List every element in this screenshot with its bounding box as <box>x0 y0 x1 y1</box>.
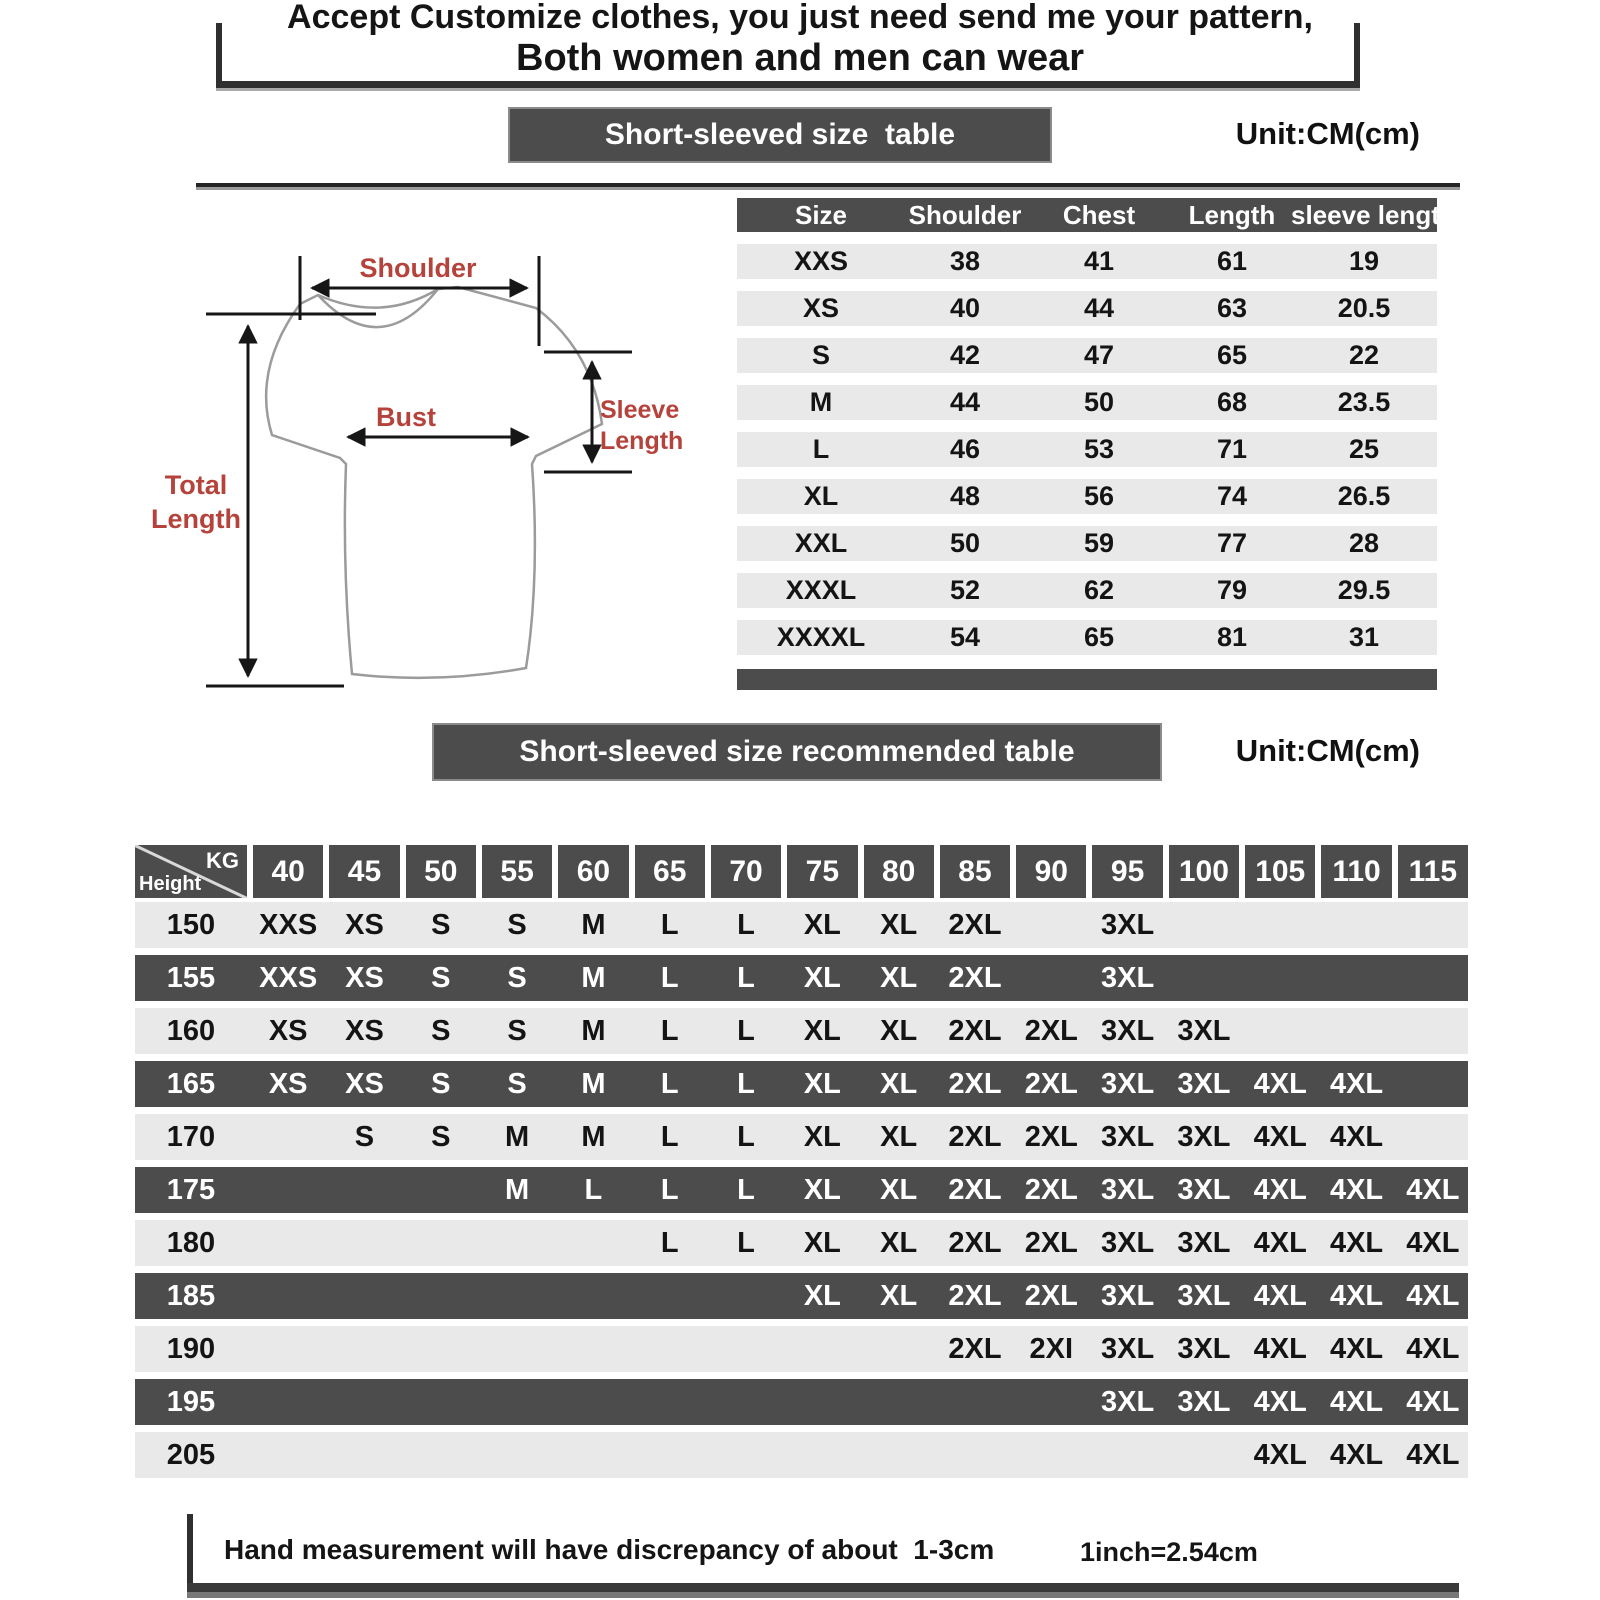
matrix-size-cell: 4XL <box>1329 1120 1384 1153</box>
size-table-cell: 46 <box>949 434 981 464</box>
total-length-label-line1: Total <box>164 470 228 500</box>
header-line1: Accept Customize clothes, you just need send me your pattern, <box>287 0 1313 36</box>
size-table-row <box>737 573 1437 608</box>
matrix-weight-header: 50 <box>406 845 476 898</box>
size-table-cell: 68 <box>1216 387 1248 417</box>
size-table-cell: 44 <box>949 387 981 417</box>
matrix-size-cell: 2XL <box>948 1279 1002 1312</box>
size-table-banner: Short-sleeved size table <box>508 107 1052 163</box>
matrix-body <box>135 902 1468 1478</box>
bust-label: Bust <box>376 402 436 432</box>
matrix-size-cell: L <box>660 1173 679 1206</box>
size-table-row <box>737 526 1437 561</box>
matrix-size-cell: XL <box>880 1173 918 1206</box>
size-table-cell: XXXL <box>785 575 857 605</box>
matrix-size-cell: 2XL <box>1024 1173 1078 1206</box>
size-table-cell: 20.5 <box>1337 293 1391 323</box>
size-table-cell: 59 <box>1083 528 1115 558</box>
matrix-size-cell: 3XL <box>1101 908 1155 941</box>
matrix-size-cell: 4XL <box>1253 1385 1307 1418</box>
size-table-row <box>737 338 1437 373</box>
size-table-cell: 79 <box>1216 575 1248 605</box>
matrix-weight-header: 45 <box>329 845 399 898</box>
matrix-size-cell: 3XL <box>1101 1120 1155 1153</box>
matrix-size-cell: L <box>737 1014 755 1047</box>
sleeve-length-label-line2: Length <box>600 427 684 455</box>
matrix-size-cell: 4XL <box>1406 1173 1460 1206</box>
size-table-cell: 44 <box>1083 293 1115 323</box>
matrix-size-cell: XL <box>803 961 841 994</box>
size-table-cell: XS <box>802 293 840 323</box>
matrix-height-label: 205 <box>166 1438 216 1471</box>
size-table-cell: 41 <box>1083 246 1115 276</box>
size-table-column-header: sleeve length <box>1291 199 1456 230</box>
matrix-weight-header: 80 <box>864 845 934 898</box>
size-table-cell: XXL <box>794 528 848 558</box>
matrix-size-cell: L <box>660 961 679 994</box>
footer-conversion: 1inch=2.54cm <box>1080 1537 1258 1567</box>
matrix-size-cell: XL <box>803 1067 841 1100</box>
size-table-cell: 65 <box>1216 340 1248 370</box>
matrix-size-cell: 3XL <box>1101 1226 1155 1259</box>
matrix-size-cell: 2XL <box>948 1067 1002 1100</box>
size-table-cell: 63 <box>1216 293 1248 323</box>
matrix-size-cell: XL <box>880 961 918 994</box>
matrix-size-cell: XL <box>880 1226 918 1259</box>
matrix-size-cell: 4XL <box>1253 1226 1307 1259</box>
matrix-size-cell: L <box>737 1226 755 1259</box>
matrix-size-cell: XL <box>880 1120 918 1153</box>
matrix-size-cell: 2XI <box>1029 1332 1074 1365</box>
size-table-cell: 52 <box>949 575 981 605</box>
size-table-cell: 65 <box>1083 622 1115 652</box>
size-table-cell: 28 <box>1348 528 1380 558</box>
matrix-size-cell: S <box>507 908 527 941</box>
matrix-size-cell: 4XL <box>1406 1279 1460 1312</box>
matrix-row <box>135 1432 1468 1478</box>
matrix-size-cell: XL <box>803 1226 841 1259</box>
matrix-size-cell: L <box>737 1067 755 1100</box>
size-table-cell: 48 <box>949 481 981 511</box>
size-table-cell: XXS <box>793 246 849 276</box>
matrix-size-cell: XXS <box>259 908 318 941</box>
recommended-table-banner: Short-sleeved size recommended table <box>432 723 1162 781</box>
matrix-height-label: 185 <box>166 1279 216 1312</box>
matrix-size-cell: S <box>431 1014 451 1047</box>
matrix-size-cell: S <box>431 908 451 941</box>
matrix-size-cell: XS <box>268 1067 308 1100</box>
matrix-size-cell: XS <box>345 1014 384 1047</box>
size-table-cell: 74 <box>1216 481 1248 511</box>
size-table-cell: 22 <box>1348 340 1380 370</box>
matrix-size-cell: S <box>354 1120 375 1153</box>
matrix-row <box>135 902 1468 948</box>
matrix-size-cell: L <box>737 908 755 941</box>
matrix-size-cell: 4XL <box>1329 1067 1384 1100</box>
matrix-size-cell: M <box>581 908 606 941</box>
matrix-size-cell: 3XL <box>1177 1067 1231 1100</box>
size-table-cell: S <box>811 340 830 370</box>
matrix-size-cell: M <box>581 1120 606 1153</box>
matrix-row <box>135 1061 1468 1107</box>
matrix-size-cell: 4XL <box>1406 1226 1460 1259</box>
matrix-height-label: 190 <box>166 1332 216 1365</box>
size-table-cell: 31 <box>1348 622 1380 652</box>
size-table-footer-bar <box>737 669 1437 690</box>
matrix-weight-header: 90 <box>1016 845 1086 898</box>
matrix-size-cell: S <box>507 961 527 994</box>
matrix-size-cell: XL <box>880 1067 918 1100</box>
matrix-size-cell: S <box>431 1120 451 1153</box>
matrix-weight-header: 105 <box>1245 845 1315 898</box>
size-table-cell: 25 <box>1348 434 1380 464</box>
size-table-cell: M <box>809 387 833 417</box>
size-table-cell: 40 <box>949 293 981 323</box>
matrix-weight-header: 60 <box>558 845 628 898</box>
matrix-weight-header: 95 <box>1092 845 1162 898</box>
matrix-size-cell: XS <box>345 961 384 994</box>
matrix-row <box>135 1326 1468 1372</box>
matrix-size-cell: L <box>660 908 679 941</box>
matrix-size-cell: 4XL <box>1329 1438 1384 1471</box>
matrix-size-cell: 3XL <box>1101 1173 1155 1206</box>
size-table-cell: 53 <box>1083 434 1115 464</box>
matrix-size-cell: 3XL <box>1101 1067 1155 1100</box>
size-table-row <box>737 291 1437 326</box>
matrix-size-cell: 4XL <box>1253 1120 1307 1153</box>
matrix-size-cell: XL <box>880 1279 918 1312</box>
matrix-size-cell: 2XL <box>948 1120 1002 1153</box>
size-table-header <box>737 198 1456 232</box>
size-table-cell: 50 <box>1083 387 1115 417</box>
matrix-size-cell: 3XL <box>1177 1226 1231 1259</box>
matrix-header <box>135 845 1468 898</box>
matrix-size-cell: 3XL <box>1177 1120 1231 1153</box>
matrix-size-cell: M <box>581 1067 606 1100</box>
matrix-size-cell: XL <box>803 1173 841 1206</box>
matrix-size-cell: 3XL <box>1177 1385 1231 1418</box>
matrix-size-cell: 2XL <box>948 961 1002 994</box>
matrix-size-cell: L <box>737 1173 755 1206</box>
matrix-size-cell: 4XL <box>1253 1279 1307 1312</box>
matrix-weight-header: 100 <box>1169 845 1239 898</box>
matrix-row <box>135 955 1468 1001</box>
tshirt-measurement-diagram <box>140 228 700 690</box>
size-table-cell: 54 <box>949 622 981 652</box>
matrix-weight-header: 115 <box>1398 845 1468 898</box>
matrix-weight-header: 75 <box>787 845 857 898</box>
size-table-unit-label: Unit:CM(cm) <box>1235 116 1420 151</box>
matrix-size-cell: S <box>507 1014 527 1047</box>
size-table-row <box>737 244 1437 279</box>
size-table-column-header: Length <box>1188 199 1276 230</box>
matrix-size-cell: 3XL <box>1101 1014 1155 1047</box>
matrix-size-cell: S <box>431 961 451 994</box>
matrix-size-cell: XL <box>803 1120 841 1153</box>
matrix-size-cell: 4XL <box>1253 1332 1307 1365</box>
matrix-height-label: 155 <box>166 961 216 994</box>
corner-kg-label: KG <box>206 848 239 873</box>
size-table-cell: 23.5 <box>1337 387 1391 417</box>
size-table <box>737 198 1456 690</box>
matrix-size-cell: L <box>660 1120 679 1153</box>
matrix-size-cell: 4XL <box>1253 1438 1307 1471</box>
matrix-size-cell: XL <box>880 1014 918 1047</box>
matrix-size-cell: 3XL <box>1177 1332 1231 1365</box>
matrix-size-cell: XXS <box>259 961 318 994</box>
size-table-cell: 62 <box>1083 575 1115 605</box>
matrix-weight-header: 40 <box>253 845 323 898</box>
matrix-weight-header: 85 <box>940 845 1010 898</box>
matrix-size-cell: 4XL <box>1406 1385 1460 1418</box>
matrix-size-cell: L <box>660 1014 679 1047</box>
matrix-weight-header: 65 <box>635 845 705 898</box>
matrix-height-label: 180 <box>166 1226 216 1259</box>
matrix-size-cell: XL <box>803 1014 841 1047</box>
size-table-column-header: Shoulder <box>908 199 1022 230</box>
matrix-row <box>135 1114 1468 1160</box>
size-table-cell: XL <box>803 481 839 511</box>
matrix-height-label: 170 <box>166 1120 216 1153</box>
size-table-cell: 77 <box>1216 528 1248 558</box>
matrix-size-cell: M <box>505 1173 530 1206</box>
size-table-cell: 47 <box>1083 340 1115 370</box>
matrix-size-cell: 3XL <box>1101 1279 1155 1312</box>
corner-height-label: Height <box>139 873 202 895</box>
footer-bottom-bar <box>187 1583 1459 1598</box>
matrix-size-cell: 4XL <box>1329 1173 1384 1206</box>
matrix-size-cell: XS <box>345 1067 384 1100</box>
matrix-size-cell: 3XL <box>1177 1014 1231 1047</box>
matrix-size-cell: 2XL <box>948 908 1002 941</box>
matrix-size-cell: L <box>737 961 755 994</box>
matrix-row <box>135 1220 1468 1266</box>
header-frame-right-bar <box>1354 23 1360 86</box>
matrix-height-label: 165 <box>166 1067 216 1100</box>
matrix-size-cell: S <box>507 1067 527 1100</box>
size-table-cell: 19 <box>1348 246 1380 276</box>
matrix-size-cell: 2XL <box>1024 1014 1078 1047</box>
matrix-size-cell: 3XL <box>1101 1385 1155 1418</box>
size-table-cell: XXXXL <box>776 622 866 652</box>
matrix-size-cell: 2XL <box>1024 1120 1078 1153</box>
size-table-row <box>737 385 1437 420</box>
matrix-size-cell: M <box>581 1014 606 1047</box>
matrix-row <box>135 1273 1468 1319</box>
matrix-size-cell: S <box>431 1067 451 1100</box>
size-table-cell: 26.5 <box>1337 481 1391 511</box>
matrix-weight-header: 110 <box>1321 845 1391 898</box>
matrix-height-label: 160 <box>166 1014 216 1047</box>
size-table-row <box>737 620 1437 655</box>
matrix-size-cell: XL <box>803 908 841 941</box>
size-table-cell: 50 <box>949 528 981 558</box>
matrix-height-label: 195 <box>166 1385 216 1418</box>
tshirt-outline <box>266 287 602 678</box>
header-frame-bottom-bar <box>216 81 1360 88</box>
matrix-size-cell: M <box>505 1120 530 1153</box>
matrix-size-cell: 4XL <box>1329 1226 1384 1259</box>
matrix-size-cell: 4XL <box>1253 1173 1307 1206</box>
matrix-size-cell: 2XL <box>1024 1226 1078 1259</box>
matrix-size-cell: XL <box>880 908 918 941</box>
header-frame-left-bar <box>216 23 222 86</box>
size-table-cell: 42 <box>949 340 981 370</box>
matrix-size-cell: L <box>660 1226 679 1259</box>
matrix-size-cell: 2XL <box>948 1014 1002 1047</box>
size-table-cell: 81 <box>1216 622 1248 652</box>
matrix-size-cell: L <box>660 1067 679 1100</box>
size-recommendation-matrix <box>135 845 1468 1485</box>
section-divider-line <box>196 183 1460 190</box>
matrix-weight-header: 55 <box>482 845 552 898</box>
size-table-cell: 38 <box>949 246 981 276</box>
size-table-row <box>737 479 1437 514</box>
size-table-cell: 71 <box>1216 434 1248 464</box>
size-table-cell: 56 <box>1083 481 1115 511</box>
size-table-cell: L <box>812 434 830 464</box>
matrix-size-cell: 2XL <box>1024 1067 1078 1100</box>
matrix-row <box>135 1379 1468 1425</box>
matrix-height-label: 175 <box>166 1173 216 1206</box>
size-table-cell: 29.5 <box>1337 575 1391 605</box>
matrix-size-cell: 4XL <box>1406 1438 1460 1471</box>
matrix-size-cell: 3XL <box>1101 961 1155 994</box>
matrix-size-cell: 4XL <box>1329 1332 1384 1365</box>
recommended-table-unit-label: Unit:CM(cm) <box>1235 733 1420 768</box>
matrix-size-cell: 4XL <box>1329 1385 1384 1418</box>
matrix-row <box>135 1167 1468 1213</box>
matrix-size-cell: XL <box>803 1279 841 1312</box>
footer-note: Hand measurement will have discrepancy of about 1-3cm <box>224 1534 995 1565</box>
matrix-size-cell: 2XL <box>948 1226 1002 1259</box>
matrix-height-label: 150 <box>166 908 216 941</box>
size-table-body <box>737 244 1437 655</box>
total-length-label-line2: Length <box>151 504 241 534</box>
size-table-row <box>737 432 1437 467</box>
matrix-size-cell: XS <box>268 1014 308 1047</box>
size-table-column-header: Size <box>794 199 848 230</box>
matrix-weight-header: 70 <box>711 845 781 898</box>
matrix-size-cell: 4XL <box>1329 1279 1384 1312</box>
matrix-size-cell: M <box>581 961 606 994</box>
matrix-size-cell: 2XL <box>948 1173 1002 1206</box>
matrix-size-cell: 2XL <box>1024 1279 1078 1312</box>
header-line2: Both women and men can wear <box>516 37 1084 79</box>
size-table-column-header: Chest <box>1062 199 1136 230</box>
size-table-cell: 61 <box>1216 246 1248 276</box>
matrix-size-cell: L <box>584 1173 603 1206</box>
measurement-arrows <box>206 256 632 686</box>
matrix-size-cell: 4XL <box>1253 1067 1307 1100</box>
matrix-size-cell: 2XL <box>948 1332 1002 1365</box>
matrix-corner-cell <box>135 845 247 898</box>
matrix-size-cell: 4XL <box>1406 1332 1460 1365</box>
matrix-size-cell: 3XL <box>1177 1173 1231 1206</box>
matrix-row <box>135 1008 1468 1054</box>
matrix-size-cell: 3XL <box>1177 1279 1231 1312</box>
matrix-size-cell: XS <box>345 908 384 941</box>
matrix-size-cell: 3XL <box>1101 1332 1155 1365</box>
sleeve-length-label-line1: Sleeve <box>600 396 680 424</box>
matrix-size-cell: L <box>737 1120 755 1153</box>
shoulder-label: Shoulder <box>359 253 477 283</box>
